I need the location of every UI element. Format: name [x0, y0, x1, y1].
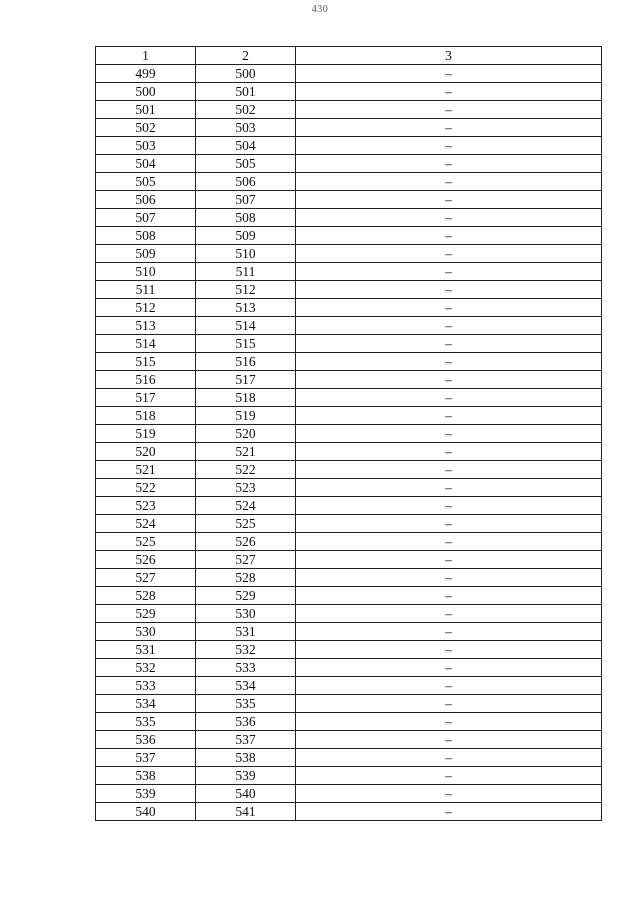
table-row — [96, 425, 602, 443]
table-row — [96, 155, 602, 173]
table-cell-col-1: 532 — [96, 659, 196, 677]
table-cell-col-3: – — [296, 389, 602, 407]
table-cell-col-1: 504 — [96, 155, 196, 173]
table-cell-col-2: 517 — [196, 371, 296, 389]
table-cell-col-1: 499 — [96, 65, 196, 83]
table-cell-col-2: 541 — [196, 803, 296, 821]
table-cell-col-2: 522 — [196, 461, 296, 479]
table-cell-col-1: 538 — [96, 767, 196, 785]
table-cell-col-3: – — [296, 803, 602, 821]
table-cell-col-3: – — [296, 173, 602, 191]
table-row — [96, 65, 602, 83]
table-cell-col-2: 512 — [196, 281, 296, 299]
table-cell-col-1: 526 — [96, 551, 196, 569]
table-cell-col-2: 516 — [196, 353, 296, 371]
table-cell-col-2: 510 — [196, 245, 296, 263]
table-cell-col-1: 527 — [96, 569, 196, 587]
table-row — [96, 353, 602, 371]
table-cell-col-2: 502 — [196, 101, 296, 119]
table-cell-col-2: 506 — [196, 173, 296, 191]
table-cell-col-1: 536 — [96, 731, 196, 749]
table-cell-col-2: 531 — [196, 623, 296, 641]
table-cell-col-2: 515 — [196, 335, 296, 353]
table-row — [96, 335, 602, 353]
table-cell-col-3: – — [296, 713, 602, 731]
table-cell-col-2: 519 — [196, 407, 296, 425]
table-cell-col-1: 521 — [96, 461, 196, 479]
column-header-1: 1 — [96, 47, 196, 65]
table-cell-col-3: – — [296, 461, 602, 479]
table-cell-col-3: – — [296, 209, 602, 227]
table-row — [96, 605, 602, 623]
table-cell-col-3: – — [296, 479, 602, 497]
table-cell-col-3: – — [296, 137, 602, 155]
table-cell-col-3: – — [296, 281, 602, 299]
table-cell-col-2: 534 — [196, 677, 296, 695]
table-row — [96, 695, 602, 713]
table-cell-col-1: 503 — [96, 137, 196, 155]
table-cell-col-3: – — [296, 155, 602, 173]
table-cell-col-1: 510 — [96, 263, 196, 281]
table-cell-col-3: – — [296, 191, 602, 209]
table-header — [96, 47, 602, 65]
table-row — [96, 659, 602, 677]
table-cell-col-2: 523 — [196, 479, 296, 497]
table-row — [96, 137, 602, 155]
table-cell-col-2: 538 — [196, 749, 296, 767]
table-row — [96, 497, 602, 515]
table-cell-col-2: 533 — [196, 659, 296, 677]
table-cell-col-1: 513 — [96, 317, 196, 335]
table-cell-col-3: – — [296, 263, 602, 281]
table-cell-col-3: – — [296, 245, 602, 263]
table-row — [96, 299, 602, 317]
table-cell-col-2: 532 — [196, 641, 296, 659]
table-cell-col-2: 529 — [196, 587, 296, 605]
table-cell-col-2: 521 — [196, 443, 296, 461]
table-cell-col-2: 505 — [196, 155, 296, 173]
table-cell-col-1: 506 — [96, 191, 196, 209]
table-cell-col-3: – — [296, 731, 602, 749]
table-cell-col-3: – — [296, 749, 602, 767]
table-cell-col-1: 529 — [96, 605, 196, 623]
table-cell-col-1: 539 — [96, 785, 196, 803]
table-cell-col-3: – — [296, 497, 602, 515]
table-cell-col-2: 500 — [196, 65, 296, 83]
table-cell-col-3: – — [296, 569, 602, 587]
table-row — [96, 317, 602, 335]
column-header-3: 3 — [296, 47, 602, 65]
table-cell-col-1: 507 — [96, 209, 196, 227]
table-cell-col-2: 528 — [196, 569, 296, 587]
table-cell-col-1: 524 — [96, 515, 196, 533]
table-cell-col-1: 534 — [96, 695, 196, 713]
table-row — [96, 623, 602, 641]
table-cell-col-2: 504 — [196, 137, 296, 155]
table-cell-col-2: 525 — [196, 515, 296, 533]
table-cell-col-3: – — [296, 299, 602, 317]
table-cell-col-2: 535 — [196, 695, 296, 713]
table-cell-col-2: 530 — [196, 605, 296, 623]
table-cell-col-3: – — [296, 119, 602, 137]
table-cell-col-3: – — [296, 767, 602, 785]
table-cell-col-1: 515 — [96, 353, 196, 371]
table-cell-col-3: – — [296, 533, 602, 551]
table-row — [96, 713, 602, 731]
table-row — [96, 515, 602, 533]
table-row — [96, 731, 602, 749]
table-cell-col-3: – — [296, 371, 602, 389]
table-cell-col-3: – — [296, 605, 602, 623]
table-cell-col-1: 509 — [96, 245, 196, 263]
table-cell-col-1: 501 — [96, 101, 196, 119]
table-cell-col-2: 526 — [196, 533, 296, 551]
table-row — [96, 371, 602, 389]
table-cell-col-2: 501 — [196, 83, 296, 101]
table-row — [96, 191, 602, 209]
table-cell-col-3: – — [296, 641, 602, 659]
table-cell-col-3: – — [296, 65, 602, 83]
table-cell-col-3: – — [296, 317, 602, 335]
table-cell-col-2: 539 — [196, 767, 296, 785]
table-row — [96, 641, 602, 659]
table-cell-col-3: – — [296, 227, 602, 245]
table-cell-col-2: 527 — [196, 551, 296, 569]
header-row — [96, 47, 602, 65]
table-row — [96, 227, 602, 245]
table-cell-col-1: 528 — [96, 587, 196, 605]
table-cell-col-3: – — [296, 353, 602, 371]
table-row — [96, 677, 602, 695]
table-cell-col-2: 513 — [196, 299, 296, 317]
table-cell-col-2: 524 — [196, 497, 296, 515]
table-cell-col-1: 525 — [96, 533, 196, 551]
table-row — [96, 245, 602, 263]
table-cell-col-1: 511 — [96, 281, 196, 299]
table-row — [96, 263, 602, 281]
table-cell-col-1: 523 — [96, 497, 196, 515]
table-row — [96, 101, 602, 119]
table-row — [96, 119, 602, 137]
table-row — [96, 389, 602, 407]
table-cell-col-1: 520 — [96, 443, 196, 461]
table-cell-col-3: – — [296, 83, 602, 101]
table-row — [96, 569, 602, 587]
table-cell-col-2: 507 — [196, 191, 296, 209]
table-cell-col-3: – — [296, 101, 602, 119]
table-cell-col-2: 511 — [196, 263, 296, 281]
table-cell-col-1: 531 — [96, 641, 196, 659]
table-row — [96, 587, 602, 605]
table-cell-col-2: 503 — [196, 119, 296, 137]
table-cell-col-1: 505 — [96, 173, 196, 191]
table-body — [96, 65, 602, 821]
table-cell-col-1: 518 — [96, 407, 196, 425]
table-cell-col-2: 540 — [196, 785, 296, 803]
table-cell-col-1: 508 — [96, 227, 196, 245]
table-row — [96, 803, 602, 821]
table-cell-col-3: – — [296, 425, 602, 443]
table-cell-col-3: – — [296, 551, 602, 569]
table-cell-col-3: – — [296, 695, 602, 713]
table-cell-col-1: 516 — [96, 371, 196, 389]
data-table — [95, 46, 602, 821]
table-cell-col-1: 502 — [96, 119, 196, 137]
table-row — [96, 461, 602, 479]
table-cell-col-1: 537 — [96, 749, 196, 767]
table-cell-col-1: 535 — [96, 713, 196, 731]
table-cell-col-2: 520 — [196, 425, 296, 443]
table-row — [96, 551, 602, 569]
table-cell-col-2: 509 — [196, 227, 296, 245]
table-cell-col-3: – — [296, 623, 602, 641]
table-cell-col-2: 508 — [196, 209, 296, 227]
table-cell-col-2: 537 — [196, 731, 296, 749]
page-number: 430 — [311, 4, 329, 15]
table-cell-col-1: 514 — [96, 335, 196, 353]
table-cell-col-1: 512 — [96, 299, 196, 317]
table-row — [96, 767, 602, 785]
table-cell-col-1: 530 — [96, 623, 196, 641]
table-cell-col-1: 517 — [96, 389, 196, 407]
table-cell-col-2: 518 — [196, 389, 296, 407]
table-row — [96, 209, 602, 227]
table-row — [96, 785, 602, 803]
table-cell-col-1: 519 — [96, 425, 196, 443]
table-cell-col-3: – — [296, 677, 602, 695]
table-row — [96, 407, 602, 425]
table-cell-col-3: – — [296, 587, 602, 605]
table-cell-col-3: – — [296, 443, 602, 461]
table-cell-col-3: – — [296, 659, 602, 677]
table-cell-col-2: 514 — [196, 317, 296, 335]
table-cell-col-1: 540 — [96, 803, 196, 821]
table-row — [96, 281, 602, 299]
table-cell-col-3: – — [296, 515, 602, 533]
table-cell-col-1: 533 — [96, 677, 196, 695]
table-row — [96, 533, 602, 551]
table-cell-col-2: 536 — [196, 713, 296, 731]
table-cell-col-1: 500 — [96, 83, 196, 101]
table-cell-col-1: 522 — [96, 479, 196, 497]
table-row — [96, 443, 602, 461]
table-cell-col-3: – — [296, 407, 602, 425]
table-cell-col-3: – — [296, 335, 602, 353]
table-row — [96, 173, 602, 191]
table-row — [96, 749, 602, 767]
table-row — [96, 83, 602, 101]
table-cell-col-3: – — [296, 785, 602, 803]
column-header-2: 2 — [196, 47, 296, 65]
table-row — [96, 479, 602, 497]
